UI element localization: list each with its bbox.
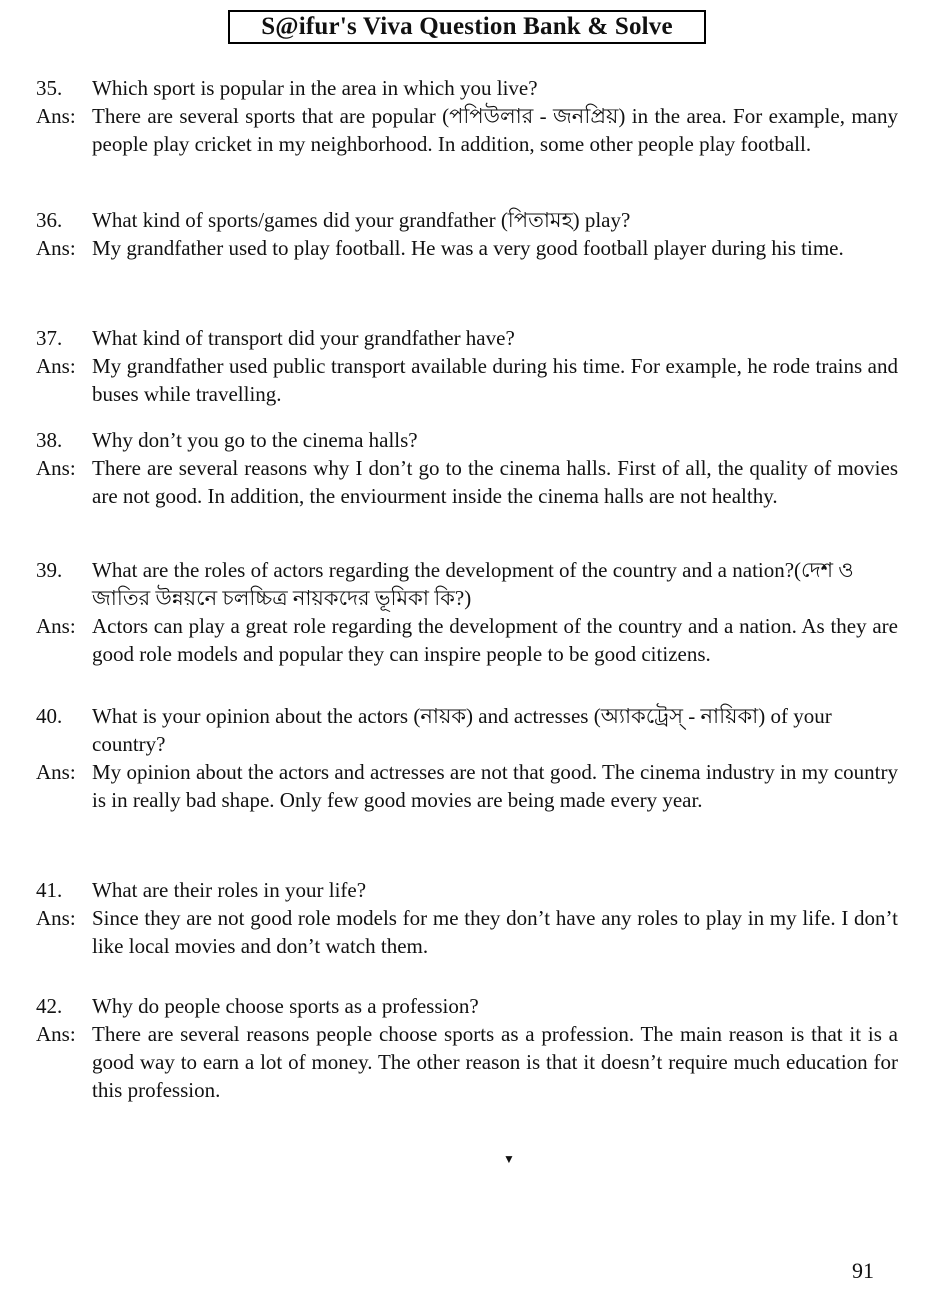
question-text: What kind of sports/games did your grandfather (পিতামহ) play? — [92, 208, 631, 232]
answer-label: Ans: — [36, 104, 76, 128]
answer-label: Ans: — [36, 456, 76, 480]
qa-block-35 — [0, 74, 933, 158]
question-text: What kind of transport did your grandfather have? — [92, 326, 515, 350]
answer-label: Ans: — [36, 354, 76, 378]
question-number: 41. — [36, 878, 63, 902]
question-number: 37. — [36, 326, 63, 350]
answer-text: There are several sports that are popular (পপিউলার - জনপ্রিয়) in the area. For example, many people play cricket in my neighborhood. In addition, some other people play football. — [92, 104, 898, 156]
answer-text: My grandfather used public transport available during his time. For example, he rode trains and buses while travelling. — [92, 354, 898, 406]
answer-label: Ans: — [36, 1022, 76, 1046]
qa-block-38 — [0, 426, 933, 510]
qa-block-42 — [0, 992, 933, 1104]
question-number: 42. — [36, 994, 63, 1018]
answer-text: My opinion about the actors and actresses are not that good. The cinema industry in my country is in really bad shape. Only few good movies are being made every year. — [92, 760, 898, 812]
answer-text: Actors can play a great role regarding the development of the country and a nation. As they are good role models and popular they can inspire people to be good citizens. — [92, 614, 898, 666]
qa-block-40 — [0, 702, 933, 814]
answer-text: My grandfather used to play football. He was a very good football player during his time. — [92, 236, 844, 260]
qa-block-41 — [0, 876, 933, 960]
question-text: Why don’t you go to the cinema halls? — [92, 428, 418, 452]
qa-block-37 — [0, 324, 933, 408]
question-number: 35. — [36, 76, 63, 100]
answer-text: There are several reasons why I don’t go to the cinema halls. First of all, the quality of movies are not good. In addition, the enviourment inside the cinema halls are not healthy. — [92, 456, 898, 508]
question-text: What is your opinion about the actors (নায়ক) and actresses (অ্যাকট্রেস্ - নায়িকা) of your country? — [92, 704, 832, 756]
question-number: 40. — [36, 704, 63, 728]
question-text: What are the roles of actors regarding the development of the country and a nation?(দেশ ও জাতির উন্নয়নে চলচ্চিত্র নায়কদের ভূমিকা কি?) — [92, 558, 854, 610]
answer-text: Since they are not good role models for me they don’t have any roles to play in my life. I don’t like local movies and don’t watch them. — [92, 906, 898, 958]
answer-label: Ans: — [36, 906, 76, 930]
question-text: What are their roles in your life? — [92, 878, 367, 902]
question-number: 36. — [36, 208, 63, 232]
answer-text: There are several reasons people choose sports as a profession. The main reason is that it is a good way to earn a lot of money. The other reason is that it doesn’t require much education for this profession. — [92, 1022, 898, 1102]
question-number: 38. — [36, 428, 63, 452]
answer-label: Ans: — [36, 236, 76, 260]
qa-block-39 — [0, 556, 933, 668]
ink-mark-icon: ▼ — [503, 1152, 515, 1166]
answer-label: Ans: — [36, 760, 76, 784]
question-number: 39. — [36, 558, 63, 582]
page-header-title: S@ifur's Viva Question Bank & Solve — [228, 10, 706, 44]
question-text: Which sport is popular in the area in which you live? — [92, 76, 538, 100]
answer-label: Ans: — [36, 614, 76, 638]
page-number: 91 — [852, 1258, 874, 1283]
question-text: Why do people choose sports as a profession? — [92, 994, 479, 1018]
qa-block-36 — [0, 206, 933, 262]
